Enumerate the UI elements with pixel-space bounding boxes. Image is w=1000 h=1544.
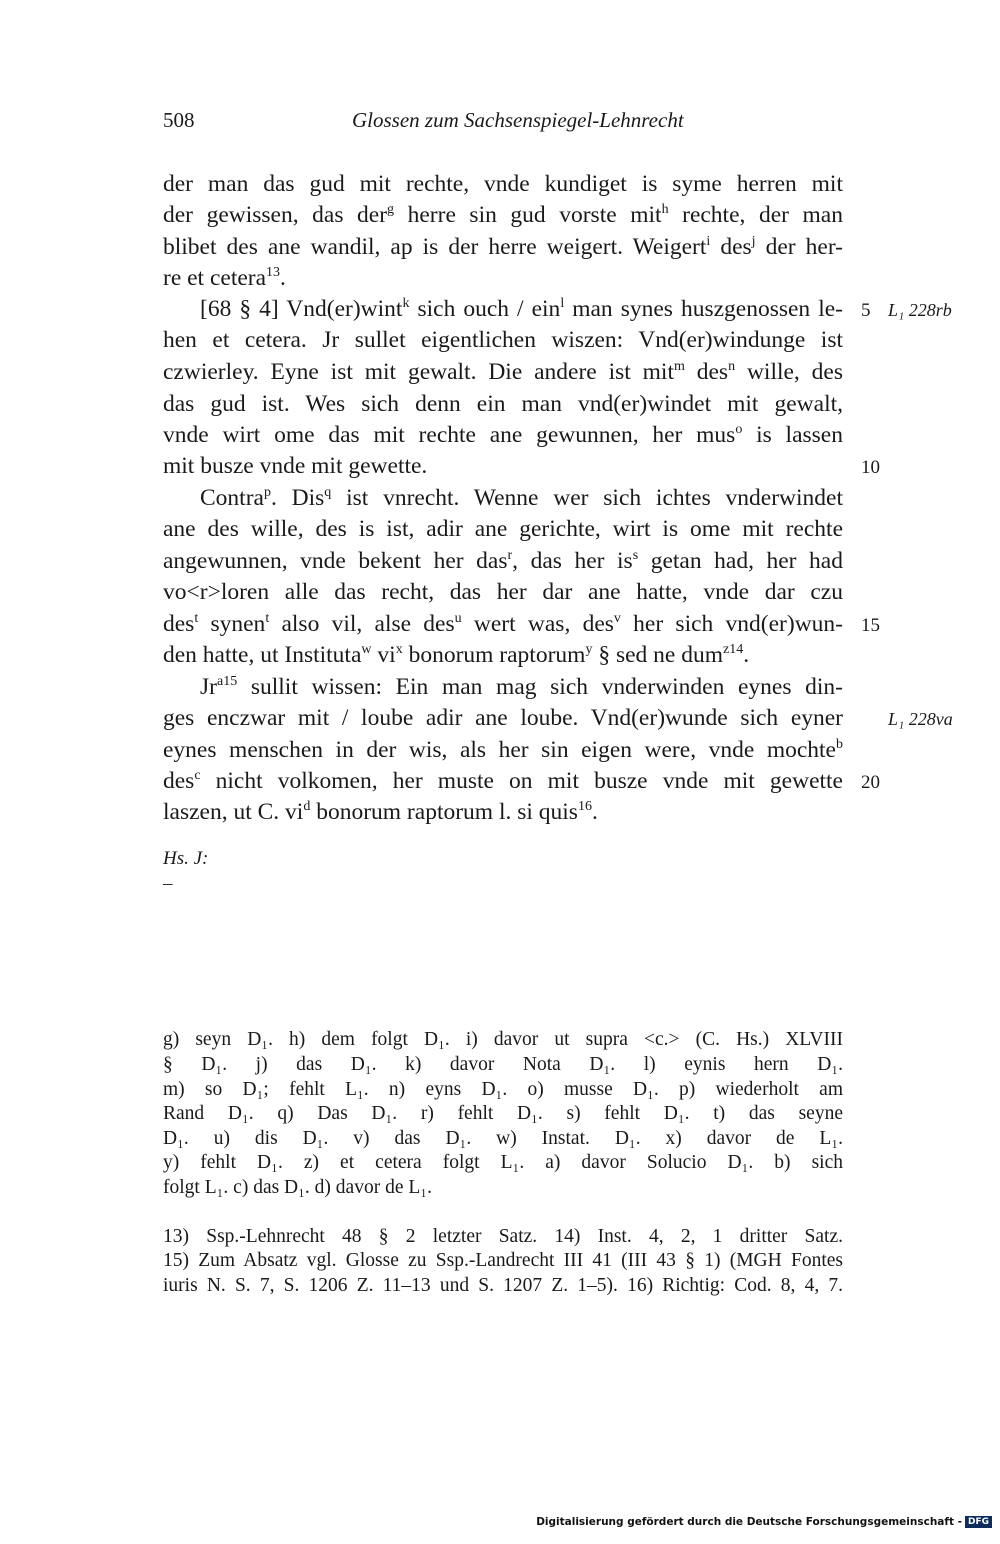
body-line: ane des wille, des is ist, adir ane gerichte, wirt is ome mit rechte	[163, 516, 843, 542]
footnote-marker: s	[632, 548, 639, 564]
apparatus-line: D₁. u) dis D₁. v) das D₁. w) Instat. D₁. x) davor de L₁.	[163, 1128, 843, 1149]
apparatus-line: g) seyn D₁. h) dem folgt D₁. i) davor ut supra <c.> (C. Hs.) XLVIII	[163, 1029, 843, 1050]
footnote-marker: 13	[266, 265, 281, 281]
footnote-marker: p	[263, 485, 271, 501]
body-line: laszen, ut C. $vi^d$ bonorum raptorum l. si quis$^{16}$.	[163, 799, 598, 825]
footnote-marker: q	[324, 485, 332, 501]
body-line: das gud ist. Wes sich denn ein man vnd(er)windet mit gewalt,	[163, 391, 843, 417]
footnote-marker: v	[613, 611, 621, 627]
body-line: ges enczwar mit / loube adir ane loube. Vnd(er)wunde sich eyner	[163, 705, 843, 731]
apparatus-line: § D₁. j) das D₁. k) davor Nota D₁. l) eynis hern D₁.	[163, 1054, 843, 1075]
running-title: Glossen zum Sachsenspiegel-Lehnrecht	[352, 108, 684, 132]
body-line: des$^c$ nicht volkomen, her muste on mit busze vnde mit gewette	[163, 768, 843, 794]
footnote-marker: i	[706, 234, 711, 250]
footnote-marker: u	[454, 611, 462, 627]
footnote-marker: h	[661, 202, 669, 218]
note-line: iuris N. S. 7, S. 1206 Z. 11–13 und S. 1207 Z. 1–5). 16) Richtig: Cod. 8, 4, 7.	[163, 1275, 843, 1296]
apparatus-line: m) so D₁; fehlt L₁. n) eyns D₁. o) musse D₁. p) wiederholt am	[163, 1079, 843, 1100]
footnote-marker: c	[194, 768, 201, 784]
footnote-marker: 16	[577, 799, 592, 815]
footnote-marker: r	[507, 548, 513, 564]
body-line: re et cetera$^{13}$.	[163, 265, 286, 291]
body-line: blibet des ane wandil, ap is der herre weigert. Weigert$^i$ des$^j$ der her-	[163, 234, 843, 260]
footnote-marker: k	[402, 296, 410, 312]
footnote-marker: w	[361, 642, 372, 658]
footnote-marker: y	[585, 642, 593, 658]
body-line: eynes menschen in der wis, als her sin eigen were, vnde mochte$^b$	[163, 737, 843, 763]
funding-footer	[536, 1516, 992, 1528]
footnote-marker: j	[751, 234, 756, 250]
note-line: 15) Zum Absatz vgl. Glosse zu Ssp.-Landrecht III 41 (III 43 § 1) (MGH Fontes	[163, 1250, 843, 1271]
body-line: der gewissen, das der$^g$ herre sin gud vorste mit$^h$ rechte, der man	[163, 202, 843, 228]
footnote-marker: g	[387, 202, 395, 218]
dfg-logo-icon: DFG	[965, 1516, 992, 1528]
body-line: vnde wirt ome das mit rechte ane gewunnen, her mus$^o$ is lassen	[163, 422, 843, 448]
body-line: hen et cetera. Jr sullet eigentlichen wiszen: Vnd(er)windunge ist	[163, 327, 843, 353]
footnote-marker: n	[728, 359, 736, 375]
body-line: mit busze vnde mit gewette.	[163, 453, 428, 479]
body-line: czwierley. Eyne ist mit gewalt. Die andere ist mit$^m$ des$^n$ wille, des	[163, 359, 843, 385]
line-number: 10	[861, 457, 880, 478]
footnote-marker: t	[194, 611, 199, 627]
apparatus-line: Rand D₁. q) Das D₁. r) fehlt D₁. s) fehlt D₁. t) das seyne	[163, 1103, 843, 1124]
footnote-marker: z14	[722, 642, 744, 658]
footnote-marker: o	[735, 422, 743, 438]
line-number: 15	[861, 615, 880, 636]
body-line: vo<r>loren alle das recht, das her dar ane hatte, vnde dar czu	[163, 579, 843, 605]
note-line: 13) Ssp.-Lehnrecht 48 § 2 letzter Satz. 14) Inst. 4, 2, 1 dritter Satz.	[163, 1226, 843, 1247]
footnote-marker: a15	[216, 674, 238, 690]
line-number: 20	[861, 772, 880, 793]
margin-note: L₁ 228va	[888, 709, 953, 729]
body-line: [68 § 4] Vnd(er)wint$^k$ sich ouch / ein$^l$ man synes huszgenossen le-	[200, 296, 843, 322]
page-number: 508	[163, 108, 195, 132]
line-number: 5	[861, 300, 871, 321]
apparatus-line: folgt L₁. c) das D₁. d) davor de L₁.	[163, 1177, 432, 1198]
body-line: der man das gud mit rechte, vnde kundiget is syme herren mit	[163, 171, 843, 197]
body-line: Contra$^p$. Dis$^q$ ist vnrecht. Wenne wer sich ichtes vnderwindet	[200, 485, 844, 511]
footnote-marker: d	[303, 799, 311, 815]
footnote-marker: b	[836, 737, 843, 753]
manuscript-dash: –	[163, 873, 173, 894]
body-line: des$^t$ synen$^t$ also vil, alse des$^u$ wert was, des$^v$ her sich vnd(er)wun-	[163, 611, 843, 637]
footnote-marker: x	[395, 642, 403, 658]
body-line: $Jr^{a15}$ sullit wissen: Ein man mag sich vnderwinden eynes din-	[200, 674, 843, 700]
funding-text: Digitalisierung gefördert durch die Deutsche Forschungsgemeinschaft -	[536, 1516, 962, 1528]
footnote-marker: m	[674, 359, 685, 375]
margin-note: L₁ 228rb	[888, 300, 952, 320]
apparatus-line: y) fehlt D₁. z) et cetera folgt L₁. a) davor Solucio D₁. b) sich	[163, 1152, 843, 1173]
manuscript-label: Hs. J:	[163, 848, 209, 869]
body-line: angewunnen, vnde bekent her das$^r$, das her $is^s$ getan had, her had	[163, 548, 843, 574]
footnote-marker: l	[560, 296, 565, 312]
body-line: den hatte, ut Instituta$^w$ $vi^x$ bonorum raptorum$^y$ § sed ne dum$^{z14}$.	[163, 642, 750, 668]
footnote-marker: t	[265, 611, 270, 627]
